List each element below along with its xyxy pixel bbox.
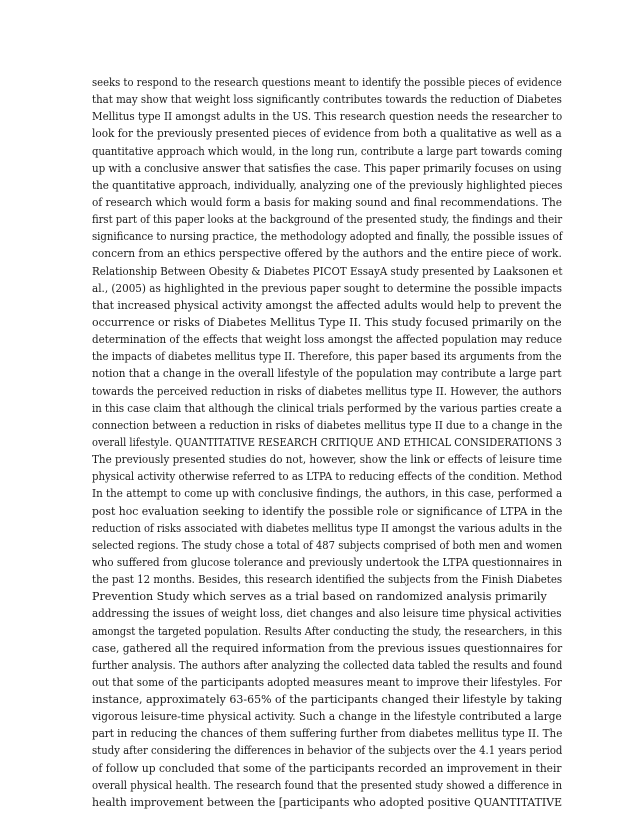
text-line: Relationship Between Obesity & Diabetes PICOT EssayA study presented by Laaksonen et — [92, 264, 563, 278]
text-line: concern from an ethics perspective offered by the authors and the entire piece of work. — [92, 247, 562, 261]
text-line: Prevention Study which serves as a trial based on randomized analysis primarily — [92, 590, 547, 604]
text-line: part in reducing the chances of them suffering further from diabetes mellitus type II. The — [92, 727, 563, 741]
text-line: post hoc evaluation seeking to identify the possible role or significance of LTPA in the — [92, 504, 563, 518]
text-line: that increased physical activity amongst the affected adults would help to prevent the — [92, 298, 562, 312]
body-text — [92, 74, 562, 811]
text-line: overall lifestyle. QUANTITATIVE RESEARCH CRITIQUE AND ETHICAL CONSIDERATIONS 3 — [92, 435, 562, 449]
text-line: health improvement between the [participants who adopted positive QUANTITATIVE — [92, 795, 563, 809]
text-line: physical activity otherwise referred to as LTPA to reducing effects of the condition. Method — [92, 470, 563, 484]
text-line: The previously presented studies do not, however, show the link or effects of leisure time — [92, 453, 562, 467]
text-line: vigorous leisure-time physical activity. Such a change in the lifestyle contributed a large — [92, 710, 562, 724]
text-line: In the attempt to come up with conclusive findings, the authors, in this case, performed a — [92, 487, 563, 501]
text-line: in this case claim that although the clinical trials performed by the various parties create a — [92, 401, 562, 415]
text-line: quantitative approach which would, in the long run, contribute a large part towards coming — [92, 144, 563, 158]
text-line: towards the perceived reduction in risks of diabetes mellitus type II. However, the authors — [92, 384, 562, 398]
text-line: case, gathered all the required information from the previous issues questionnaires for — [92, 641, 563, 655]
text-line: look for the previously presented pieces of evidence from both a qualitative as well as a — [92, 127, 562, 141]
text-line: notion that a change in the overall lifestyle of the population may contribute a large part — [92, 367, 562, 381]
text-line: seeks to respond to the research questions meant to identify the possible pieces of evidence — [92, 76, 562, 89]
text-line: the impacts of diabetes mellitus type II. Therefore, this paper based its arguments from the — [92, 350, 562, 364]
text-line: out that some of the participants adopted measures meant to improve their lifestyles. For — [92, 675, 562, 689]
text-line: al., (2005) as highlighted in the previous paper sought to determine the possible impacts — [92, 281, 562, 295]
text-line: up with a conclusive answer that satisfies the case. This paper primarily focuses on using — [92, 161, 562, 175]
text-line: further analysis. The authors after analyzing the collected data tabled the results and found — [92, 658, 563, 672]
text-line: study after considering the differences in behavior of the subjects over the 4.1 years period — [92, 744, 563, 758]
text-line: overall physical health. The research found that the presented study showed a difference in — [92, 778, 563, 792]
text-line: occurrence or risks of Diabetes Mellitus Type II. This study focused primarily on the — [92, 315, 562, 329]
text-line: of follow up concluded that some of the participants recorded an improvement in their — [92, 761, 562, 775]
text-line: determination of the effects that weight loss amongst the affected population may reduce — [92, 333, 563, 347]
text-line: reduction of risks associated with diabetes mellitus type II amongst the various adults in the — [92, 521, 562, 535]
text-line: amongst the targeted population. Results After conducting the study, the researchers, in this — [92, 624, 562, 638]
text-line: the past 12 months. Besides, this research identified the subjects from the Finish Diabetes — [92, 573, 563, 587]
text-line: of research which would form a basis for making sound and final recommendations. The — [92, 195, 562, 209]
text-line: instance, approximately 63-65% of the participants changed their lifestyle by taking — [92, 693, 563, 707]
text-line: significance to nursing practice, the methodology adopted and finally, the possible issues of — [92, 230, 563, 244]
text-line: first part of this paper looks at the background of the presented study, the findings and their — [92, 213, 563, 227]
text-line: the quantitative approach, individually, analyzing one of the previously highlighted pieces — [92, 178, 563, 192]
text-line: addressing the issues of weight loss, diet changes and also leisure time physical activities — [92, 607, 562, 621]
text-line: Mellitus type II amongst adults in the US. This research question needs the researcher to — [92, 110, 563, 124]
text-line: selected regions. The study chose a total of 487 subjects comprised of both men and women — [92, 538, 563, 552]
text-line: connection between a reduction in risks of diabetes mellitus type II due to a change in the — [92, 418, 563, 432]
text-line: that may show that weight loss significantly contributes towards the reduction of Diabetes — [92, 93, 562, 107]
text-line: who suffered from glucose tolerance and previously undertook the LTPA questionnaires in — [92, 555, 563, 569]
